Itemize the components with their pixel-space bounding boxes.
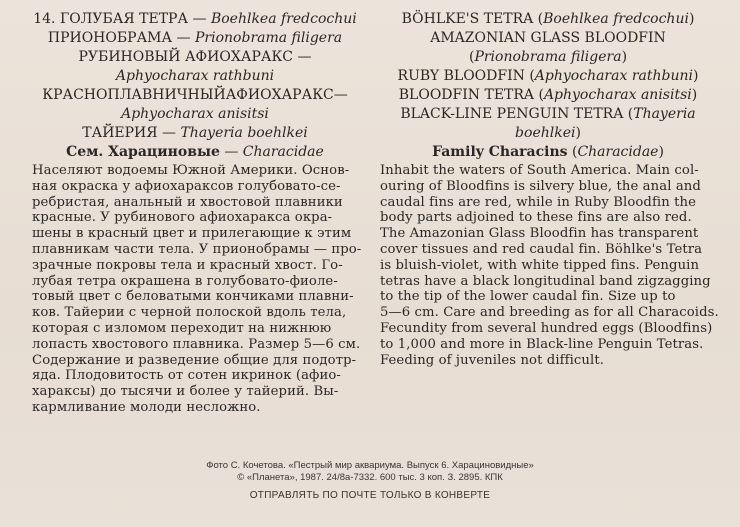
latin-name: Aphyocharax anisitsi <box>121 106 269 122</box>
species-name-ru <box>30 67 360 86</box>
paren-open: ( <box>567 144 578 160</box>
species-name-ru <box>30 10 360 29</box>
family-label: Сем. Харациновые <box>66 144 220 160</box>
mailing-notice: ОТПРАВЛЯТЬ ПО ПОЧТЕ ТОЛЬКО В КОНВЕРТЕ <box>249 490 491 501</box>
text-line: Населяют водоемы Южной Америки. Основ- <box>32 163 350 178</box>
text-line: яда. Плодовитость от сотен икринок (афио- <box>32 368 341 384</box>
text-line: красные. У рубинового афиохаракса окра- <box>32 210 333 226</box>
text-line: The Amazonian Glass Bloodfin has transparent <box>380 226 699 242</box>
text-line: ков. Тайерии с черной полоской вдоль тела, <box>32 305 347 321</box>
common-name-ru: КРАСНОПЛАВНИЧНЫЙАФИОХАРАКС— <box>42 87 348 103</box>
text-line: tetras have a black longitudinal band zigzagging <box>380 273 711 289</box>
species-name-en <box>378 105 718 124</box>
latin-name: Boehlkea fredcochui <box>210 11 357 27</box>
publisher-imprint: © «Планета», 1987. 24/8а-7332. 600 тыс. 3 коп. З. 2895. КПК <box>237 472 503 483</box>
common-name-en: BLOODFIN TETRA ( <box>398 87 544 103</box>
species-name-en <box>378 86 718 105</box>
text-line: лопасть хвостового плавника. Размер 5—6 см. <box>32 336 361 352</box>
common-name-en: RUBY BLOODFIN ( <box>397 68 535 84</box>
text-line: Fecundity from several hundred eggs (Bloodfins) <box>380 320 713 336</box>
text-line: плавникам части тела. У прионобрамы — про- <box>32 241 362 257</box>
text-line: Содержание и разведение общие для подотр- <box>32 352 357 368</box>
common-name-ru: ПРИОНОБРАМА — <box>47 30 196 46</box>
latin-name: Prionobrama filigera <box>195 30 343 46</box>
latin-name: Boehlkea fredcochui <box>543 11 689 27</box>
text-line: лубая тетра окрашена в голубовато-фиоле- <box>32 273 338 289</box>
species-name-en <box>378 29 718 48</box>
latin-name: Thayeria <box>633 106 696 122</box>
latin-name: Prionobrama filigera <box>474 49 622 65</box>
species-name-en <box>378 48 718 67</box>
family-latin: — Characidae <box>219 144 324 160</box>
paren-close: ) <box>691 87 698 103</box>
species-name-ru <box>30 124 360 143</box>
english-header <box>378 10 718 162</box>
russian-description <box>32 163 362 416</box>
russian-header <box>30 10 360 162</box>
text-line: Feeding of juveniles not difficult. <box>380 352 605 368</box>
text-line: to the tip of the lower caudal fin. Size up to <box>380 289 676 305</box>
family-line <box>378 143 718 162</box>
text-line: Inhabit the waters of South America. Main col- <box>380 163 699 178</box>
text-line: товый цвет с беловатыми кончиками плавни- <box>32 289 354 305</box>
english-description <box>380 163 719 368</box>
paren-close: ) <box>621 49 628 65</box>
paren-close: ) <box>692 68 699 84</box>
family-line <box>30 143 360 162</box>
species-name-en <box>378 67 718 86</box>
common-name-ru: ГОЛУБАЯ ТЕТРА — <box>59 11 211 27</box>
text-line: cover tissues and red caudal fin. Böhlke's Tetra <box>380 241 703 257</box>
text-line: ребристая, анальный и хвостовой плавники <box>32 194 343 210</box>
text-line: 5—6 cm. Care and breeding as for all Characoids. <box>380 305 719 321</box>
species-name-ru <box>30 86 360 105</box>
family-latin: Characidae <box>577 144 659 160</box>
text-line: шены в красный цвет и прилегающие к этим <box>32 226 352 242</box>
text-line: to 1,000 and more in Black-line Penguin Tetras. <box>380 336 704 352</box>
latin-name: Aphyocharax rathbuni <box>534 68 693 84</box>
text-line: которая с изломом переходит на нижнюю <box>32 320 332 336</box>
family-label: Family Characins <box>432 144 568 160</box>
common-name-en: ( <box>468 49 475 65</box>
latin-name: boehlkei <box>515 125 576 141</box>
latin-name: Aphyocharax anisitsi <box>543 87 692 103</box>
card-number: 14. <box>33 11 60 27</box>
paren-close: ) <box>658 144 664 160</box>
species-name-ru <box>30 29 360 48</box>
species-name-en <box>378 10 718 29</box>
text-line: ouring of Bloodfins is silvery blue, the anal and <box>380 178 701 194</box>
text-line: ная окраска у афиохараксов голубовато-се- <box>32 178 341 194</box>
species-name-ru <box>30 105 360 124</box>
species-name-en <box>378 124 718 143</box>
species-name-ru <box>30 48 360 67</box>
text-line: caudal fins are red, while in Ruby Bloodfin the <box>380 194 697 210</box>
latin-name: Thayeria boehlkei <box>180 125 308 141</box>
text-line: is bluish-violet, with white tipped fins. Penguin <box>380 257 700 273</box>
common-name-en: BÖHLKE'S TETRA ( <box>401 11 544 27</box>
common-name-en: BLACK-LINE PENGUIN TETRA ( <box>400 106 634 122</box>
common-name-ru: РУБИНОВЫЙ АФИОХАРАКС — <box>78 49 312 65</box>
paren-close: ) <box>688 11 695 27</box>
paren-close: ) <box>575 125 581 141</box>
photo-credit: Фото С. Кочетова. «Пестрый мир аквариума. Выпуск 6. Харациновидные» <box>206 460 534 471</box>
text-line: харaксы) до тысячи и более у тайерий. Вы- <box>32 384 339 400</box>
latin-name: Aphyocharax rathbuni <box>115 68 275 84</box>
text-line: body parts adjoined to these fins are also red. <box>380 210 692 226</box>
common-name-en: AMAZONIAN GLASS BLOODFIN <box>430 30 666 46</box>
text-line: кармливание молоди несложно. <box>32 399 261 415</box>
common-name-ru: ТАЙЕРИЯ — <box>82 125 181 141</box>
text-line: зрачные покровы тела и красный хвост. Го- <box>32 257 343 273</box>
